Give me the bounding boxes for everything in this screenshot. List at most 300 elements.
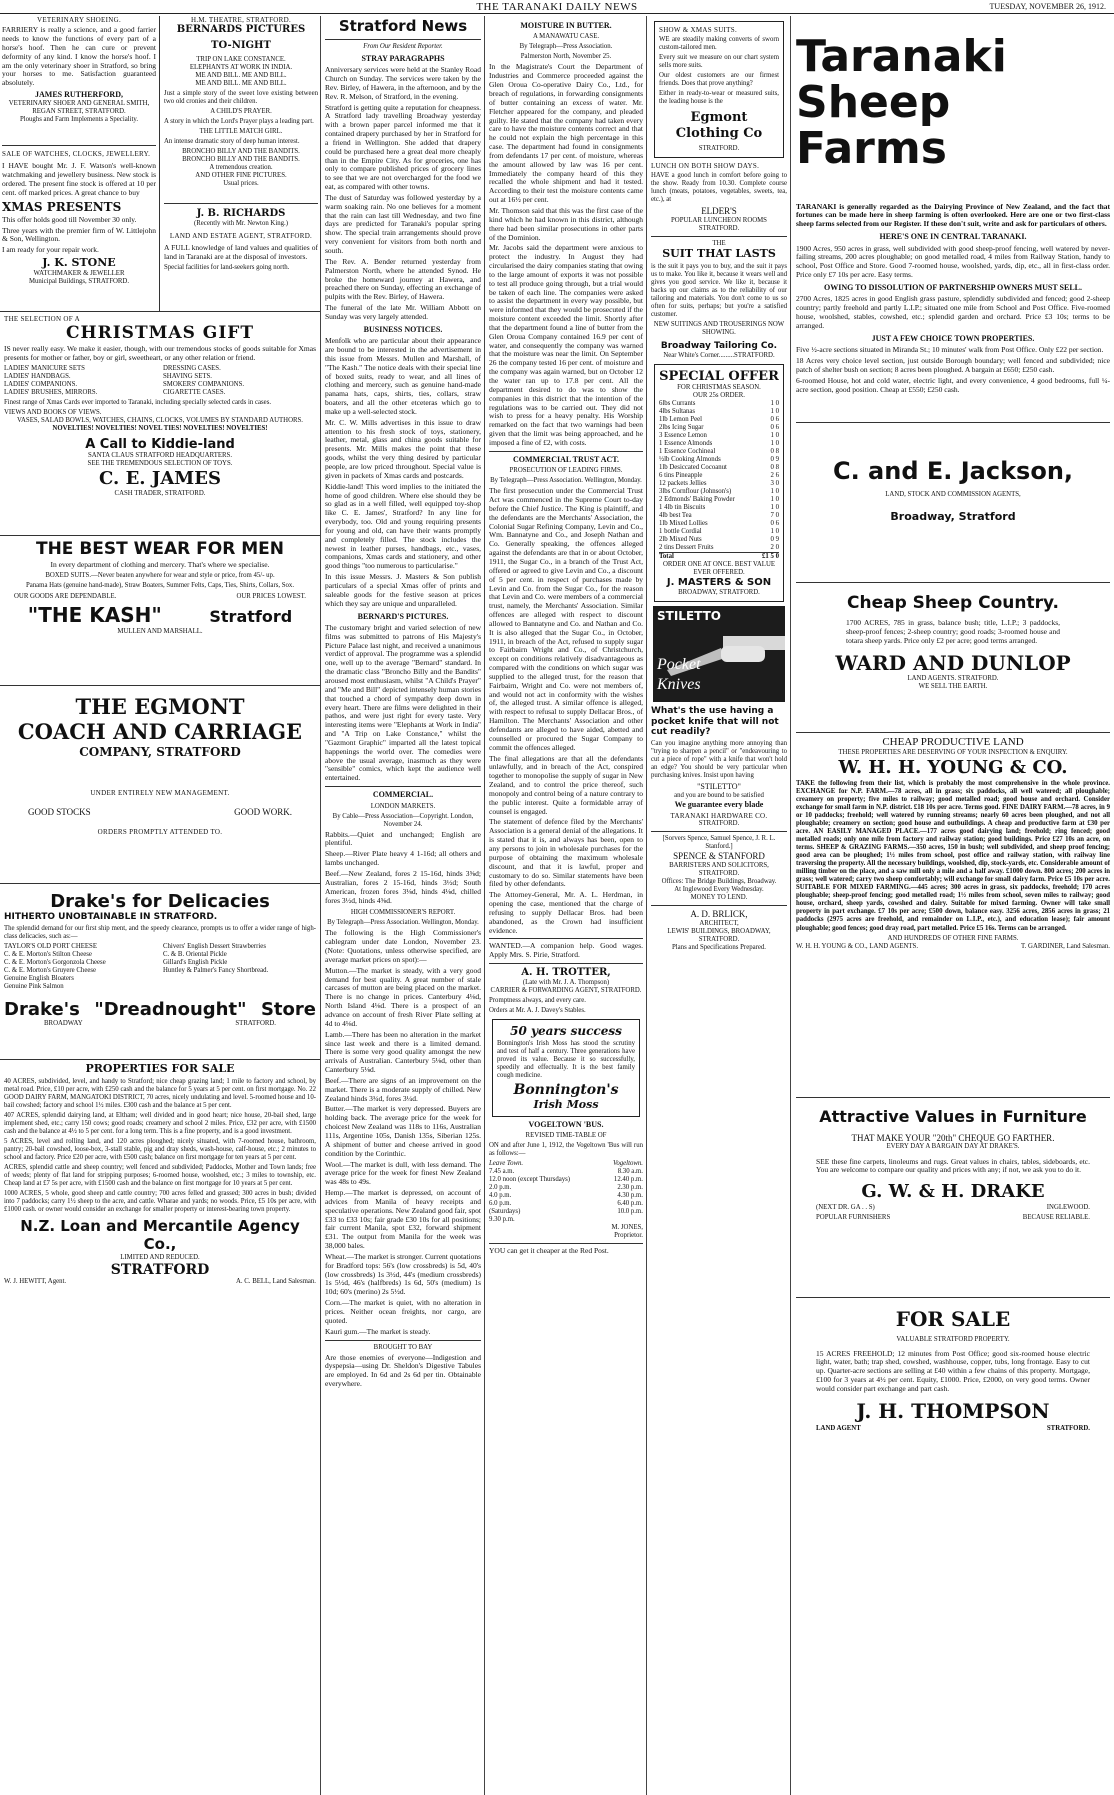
ad-body: Promptness always, and every care.	[489, 996, 587, 1004]
bonningtons-ad	[492, 1019, 640, 1117]
ad-note: Special facilities for land-seekers going north.	[164, 263, 290, 271]
ad-paragraph: Are those enemies of everyone—Indigestion and dyspepsia—using Dr. Sheldon's Digestive Tabules are employed. In 6d and 2s 6d per tin. Obtainable everywhere.	[325, 1352, 481, 1389]
sub-heading: PROSECUTION OF LEADING FIRMS.	[509, 467, 623, 475]
farm-listing: 1900 Acres, 950 acres in grass, well subdivided with good sheep-proof fencing, well watered by never-failing streams, 200 acres ploughable; on good metalled road, 4 miles from Railway Station, handy to school, Post Office and Store. Good 7-roomed house, woolshed, yards, dip, etc., all in first-class order. Price only £7 10s per acre. Easy terms.	[796, 243, 1110, 280]
gift-lists	[4, 365, 316, 397]
price-row	[659, 416, 779, 424]
sub-heading: BROUGHT TO BAY	[373, 1343, 433, 1351]
agent-detail: LAND AGENT	[816, 1425, 861, 1433]
film-item: BRONCHO BILLY AND THE BANDITS.	[182, 156, 300, 164]
christmas-gift-ad	[0, 312, 320, 536]
masthead-date: TUESDAY, NOVEMBER 26, 1912.	[989, 2, 1106, 11]
ad-body: Panama Hats (genuine hand-made), Straw Boaters, Summer Felts, Caps, Ties, Shirts, Collars, Sox.	[25, 581, 295, 589]
ad-headline: PROPERTIES FOR SALE	[85, 1062, 235, 1075]
delicacy-lists	[4, 943, 316, 991]
advertiser-role: POPULAR LUNCHEON ROOMS	[671, 216, 767, 224]
gift-item: LADIES' MANICURE SETS	[4, 364, 85, 372]
column-news-right	[486, 16, 646, 1795]
delicacy-item: Genuine English Bloaters	[4, 974, 74, 982]
signatories	[796, 943, 1110, 951]
price-row	[659, 536, 779, 544]
advertiser-role: BARRISTERS AND SOLICITORS, STRATFORD.	[669, 861, 769, 877]
price-row	[659, 448, 779, 456]
store-detail: (NEXT DR. GA . . S)	[816, 1204, 875, 1212]
taranaki-sheep-farms-ad	[796, 18, 1110, 423]
ad-body: SEE THE TREMENDOUS SELECTION OF TOYS.	[87, 460, 233, 468]
news-paragraph: Kiddie-land! This word implies to the initiated the home of good children. Where else should they be so glad as in a well filled, well equipped toy-shop like C. E. James', Stratford? In any line for everybody, too. Old and young requiring presents for young and old, can have their wants promptly and completely filled. The stock includes the newest in leather purses, handbags, etc., vases, companions, Xmas cards and stationery, and other good things "too numerous to particularise."	[325, 481, 481, 571]
ad-body: 1700 ACRES, 785 in grass, balance bush; title, L.I.P.; 3 paddocks, sheep-proof fences; 2-sheep country; good roads; 3-roomed house and totara sheep yards. Price only £2 per acre; good terms arranged.	[846, 618, 1060, 645]
market-paragraph: Rabbits.—Quiet and unchanged; English are plentiful.	[325, 829, 481, 848]
price-item: 1 Essence Almonds	[659, 440, 713, 448]
ad-subheading: HERE'S ONE IN CENTRAL TARANAKI.	[879, 232, 1027, 242]
price-value: 1 0	[770, 432, 779, 440]
market-paragraph: Mutton.—The market is steady, with a very good demand for best quality. A great number of stale carcases of mutton are being placed on the market. There is no change in prices. Canterbury 4⅛d, North Island 4⅛d. There is a prospect of an advance on account of fresh River Plate selling at 4d to 4⅛d.	[325, 965, 481, 1028]
theatre-ad	[164, 16, 318, 204]
price-value: 0 6	[770, 424, 779, 432]
agent-detail: STRATFORD.	[1046, 1425, 1090, 1433]
price-item: 1 bottle Cordial	[659, 528, 702, 536]
ad-body: ON and after June 1, 1912, the Vogeltown 'Bus will run as follows:—	[489, 1142, 643, 1158]
ad-body: UNDER ENTIRELY NEW MANAGEMENT.	[90, 788, 230, 797]
delicacy-item: C. & E. Morton's Gorgonzola Cheese	[4, 958, 106, 966]
delicacy-item: C. & E. Morton's Gruyere Cheese	[4, 966, 97, 974]
price-value: 0 8	[770, 448, 779, 456]
pictures-title: BERNARDS PICTURES	[176, 24, 306, 36]
section-title: Stratford News	[338, 17, 468, 35]
ad-headline: Sheep Farms	[796, 77, 951, 175]
store-name-part: Store	[260, 998, 316, 1020]
price-item: 2lb Mixed Nuts	[659, 536, 702, 544]
return-time: 2.30 p.m.	[617, 1184, 643, 1192]
store-name: "THE KASH"	[27, 602, 162, 627]
gift-item: LADIES' HANDBAGS.	[4, 373, 71, 380]
column-ads-left	[0, 16, 320, 1795]
column-rule	[320, 16, 321, 1795]
stiletto-knives-banner	[653, 606, 785, 702]
right-ad-stack	[164, 16, 318, 311]
news-paragraph: The statement of defence filed by the Merchants' Association is a general denial of the allegations. It is stated that it is, and always has been, open to any persons to join in wholesale purchases for the purpose of obtaining the maximum wholesale discount, and that it is lawful, proper and customary to do so. Similar statements have been filed by other defendants.	[489, 817, 643, 889]
timetable-row	[489, 1200, 643, 1208]
drakes-delicacies-ad	[0, 884, 320, 1060]
market-paragraph: Kauri gum.—The market is steady.	[325, 1326, 431, 1336]
ad-body: Finest range of Xmas Cards ever imported to Taranaki, including specially selected cards in cases.	[4, 399, 272, 407]
store-detail: POPULAR FURNISHERS	[816, 1214, 891, 1222]
dateline: By Telegraph—Press Association. Wellington, Monday.	[327, 919, 479, 927]
guarantee: We guarantee every blade	[674, 799, 764, 809]
ad-headline: Cheap Sheep Country.	[846, 593, 1059, 613]
ad-subheading: OUR 25s ORDER.	[693, 392, 745, 400]
sub-heading: LONDON MARKETS.	[370, 802, 436, 810]
return-time: 6.40 p.m.	[617, 1200, 643, 1208]
dateline: Palmerston North, November 25.	[520, 53, 612, 61]
ad-preheading: THE SELECTION OF A	[4, 315, 80, 323]
price-row	[659, 424, 779, 432]
property-listing: 5 ACRES, level and rolling land, and 120 acres ploughed; nicely situated, with 7-roomed house, bathroom, pantry; 20-bail cowshed, loose-box, 3-stall stable, pig and dray sheds, wash-house, calf-house, etc.; 2 minutes to school and factory. Price £20 per acre, with £500 cash; balance on first mortgage for ten years at 5 per cent.	[4, 1138, 316, 1162]
novelties-line: NOVELTIES! NOVELTIES! NOVEL TIES! NOVELTIES! NOVELTIES!	[52, 425, 268, 433]
section-heading: BUSINESS NOTICES.	[363, 324, 443, 334]
ad-body: is the suit it pays you to buy, and the suit it pays us to make. You like it, because it wears well and gives you good service. We like it, because it backs up our claims as to the reliability of our tailoring and materials. You don't come to us so often for suits, perhaps; but you're a satisfied customer.	[651, 262, 787, 319]
ad-body: NEW SUITINGS AND TROUSERINGS NOW SHOWING.	[653, 321, 785, 337]
property-listing: 407 ACRES, splendid dairying land, at Eltham; well divided and in good heart; nice house, 20-bail shed, large implement shed, etc.; carry 150 cows; good roads; creamery and school 2 miles. Price, £32 per acre, with £1500 cash and the balance at 4½ to 5 per cent. for a long term. This is a fine property, and is a good investment.	[4, 1112, 316, 1136]
price-row	[659, 488, 779, 496]
ad-headline: Drake's for Delicacies	[50, 891, 270, 912]
news-paragraph: The first prosecution under the Commercial Trust Act was commenced in the Supreme Court to-day before the Chief Justice. The King is plaintiff, and the defendants are the Merchants' Association, the Colonial Sugar Refining Company, Levin and Co., Wm. Bannatyne and Co., and Joseph Nathan and Co. Generally speaking, the offences alleged against the defendants are that in or about October, 1911, the Sugar Co., in a branch of the Trust Act, offered or agreed to give Levin and Co., a discount of 5 per cent. in respect of purchases made by Levin and Co. from the Sugar Co., for the reason that Levin and Co. were members of a commercial trust, namely, the Merchants' Association. Similar offences are alleged with respect to discount allowed to Bannatyne and Co. and Nathan and Co. It is also alleged that the Sugar Co., in October, 1911, in breach of the Act, refused to supply sugar to Fairbairn Wright and Co., of Christchurch, except on conditions relatively disadvantageous as compared with the conditions on which sugar was supplied to the alleged trust, for the reason that Fairbairn, Wright and Co. were not members of, and would not act in conformity with the wishes of, the alleged trust. A similar offence is alleged, with respect to refusal to supply Dellacar Bros., of Hamilton. The Merchants' Association and other defendants are alleged to have aided, abetted and counselled or procured the Sugar Company to commit the offences alleged.	[489, 486, 643, 752]
farm-listing: 6-roomed House, hot and cold water, electric light, and every convenience, 4 good bedrooms, full ¼-acre section, good position. Cheap at £550; £250 cash.	[796, 375, 1110, 394]
store-name: Egmont Clothing Co	[675, 110, 763, 141]
film-item: ELEPHANTS AT WORK IN INDIA.	[189, 63, 293, 71]
left-ad-stack	[2, 16, 160, 311]
column-rule	[484, 16, 485, 1795]
news-paragraph: The funeral of the late Mr. William Abbott on Sunday was very largely attended.	[325, 303, 481, 321]
price-item: 3 Essence Lemon	[659, 432, 707, 440]
depart-time: 6.0 p.m.	[489, 1200, 512, 1208]
banner-line: Knives	[657, 676, 701, 694]
depart-time: (Saturdays)	[489, 1208, 521, 1216]
news-paragraph: The Rev. A. Bender returned yesterday from Palmerston North, where he attended Synod. He broke the homeward journey at Hawera, and preached there on Sunday, effecting an exchange of pulpits with the Rev. Birley, of Hawera.	[325, 256, 481, 302]
advertiser-town: STRATFORD.	[698, 820, 740, 828]
ad-body: ORDER ONE AT ONCE. BEST VALUE EVER OFFERED.	[662, 561, 776, 577]
advertiser-name: C. E. JAMES	[99, 468, 221, 490]
ad-body: IS never really easy. We make it easier, though, with our tremendous stocks of goods suitable for Xmas presents for mother or father, boy or girl, sweetheart, or any other relation or friend.	[4, 344, 316, 363]
store-address: Near White's Corner.........STRATFORD.	[663, 351, 775, 359]
ad-headline: XMAS PRESENTS	[2, 199, 122, 214]
brand-name: Bonnington's	[513, 1082, 619, 1099]
depart-time: 9.30 p.m.	[489, 1216, 515, 1224]
price-value: 0 6	[770, 520, 779, 528]
best-wear-ad	[0, 536, 320, 686]
address-part: STRATFORD.	[235, 1020, 276, 1028]
news-paragraph: Mr. Jacobs said the department were anxious to protect the industry. In August they had circularised the dairy companies stating that owing to the large amount of exports it was not possible to test all produce going through, but a trial would be taken of each line. The companies were asked to assist the department in every way possible, but were informed that they would be prosecuted if the moisture content exceeded the limit. Shortly after that the department found a line of butter from the Glen Oroua Company contained 16.9 per cent of water, and consequently the company was warned that the moisture was near the limit. On September 26 the company tested 16 per cent. of moisture and the company was again warned, but on October 12 the water ran up to 17.8 per cent. All the department desired to do was to show the companies in this district that the intention of the regulations was to be carried out. They did not wish to press for a heavy penalty. His Worship remarked on the fact that two warnings had been given that the limit was being approached, and he imposed a fine of £2, with costs.	[489, 243, 643, 447]
price-value: 0 6	[770, 416, 779, 424]
total-label: Total	[659, 553, 674, 561]
return-time: 4.30 p.m.	[617, 1192, 643, 1200]
depart-time: 12.0 noon (except Thursdays)	[489, 1176, 571, 1184]
ad-body: SEE these fine carpets, linoleums and rugs. Great values in chairs, tables, sideboards, etc. You are welcome to compare our quality and prices with any; if not, we ask you to do it.	[816, 1156, 1090, 1175]
advertiser-role: LAND, STOCK AND COMMISSION AGENTS,	[885, 491, 1021, 499]
ad-body: HAVE a good lunch in comfort before going to the show. Ready from 10.30. Complete course lunch (meats, potatoes, vegetables, sweets, tea, etc.), at	[651, 172, 787, 204]
advertiser-role: CASH TRADER, STRATFORD.	[114, 489, 206, 497]
depart-time: 2.0 p.m.	[489, 1184, 512, 1192]
column-ads-middle	[648, 16, 790, 1795]
slogan: OUR GOODS ARE DEPENDABLE.	[14, 592, 117, 600]
gift-item: LADIES' COMPANIONS.	[4, 381, 78, 389]
store-detail: BECAUSE RELIABLE.	[1022, 1214, 1090, 1222]
ad-heading: VETERINARY SHOEING.	[37, 16, 121, 24]
advertiser-town: BROADWAY, STRATFORD.	[678, 589, 760, 597]
market-paragraph: Hemp.—The market is depressed, on account of advices from Manila of heavy receipts and speculative operations. New Zealand good fair, spot £33 to £33 10s; fair grade £30 10s for all positions; fair current Manila, spot £32, forward shipment £31. The output from Manila for the week was 38,000 bales.	[325, 1188, 481, 1251]
film-item: ME AND BILL. ME AND BILL.	[195, 71, 287, 79]
price-value: 0 9	[770, 536, 779, 544]
market-paragraph: Lamb.—There has been no alteration in the market since last week and there is a limited demand. There is some very good quality amongst the new arrivals of Australian. Canterbury 5⅛d, other than Canterbury 5⅛d.	[325, 1029, 481, 1075]
store-town: STRATFORD.	[698, 145, 740, 153]
brand-name: "STILETTO"	[697, 782, 741, 792]
timetable-column: Leave Town.	[489, 1160, 524, 1168]
ad-headline: SPECIAL OFFER	[659, 368, 779, 384]
film-item: AND OTHER FINE PICTURES.	[195, 172, 287, 180]
gift-item: LADIES' BRUSHES, MIRRORS.	[4, 389, 98, 397]
ad-body: BOXED SUITS.—Never beaten anywhere for wear and style or price, from 45/- up.	[45, 571, 275, 579]
ad-body: TAKE the following from their list, which is probably the most comprehensive in the whole province. EXCHANGE for N.P. FARM.—78 acres, all in grass; six paddocks, all well watered; all ploughable; creamery on property; five miles to railway; good metalled road; good house and orchard. Consider exchange for small farm in N.P. district. £18 10s per acre. Terms good. FINE DAIRY FARM.—78 acres, in 9 or 10 paddocks; freehold; well watered by running streams; nearly 60 acres been ploughed, and not all ploughable; creamery on section; good house and outbuildings. A cheap and productive farm at £30 per acre. AN EASILY MANAGED PLACE.—177 acres good dairying land; freehold; ring fenced; good metalled roads; only one mile from factory and railway station; good buildings. Price £27 10s an acre, on terms. SHEEP & GRAZING FARMS.—350 acres, 150 in bush; well subdivided, and sheep proof fencing; good area can be ploughed; 1½ miles from school, post office and railway station, with railway line traversing the property. All the necessary buildings, woolshed, dip, stock-yards, etc. Considerable amount of milling timber on the place, and a saw mill only a mile and a half away. £1000 down. 800 acres; 200 acres in grass; well watered; carry two sheep comfortably; will exchange for small dairy farm. Price £5 10s per acre. SUITABLE FOR MIXED FARMING.—445 acres; 300 acres in grass, six paddocks, freehold; 170 acres ploughable; sheep-proof fencing; good metalled road; 1½ miles from school, seven miles to railway; good house, orchard, sheep yards, cowshed and dairy. Suitable for mixed farming. Owner will take small property in part exchange. £7 10s per acre; £500 down, balance easy. 3256 acres, 2856 acres in grass; 21 paddocks (2975 acres are freehold, and remainder on L.I.P., etc.), and education lease); fair amount ploughable; good fences; good dray road, part metalled. Price £5 16s. Terms can be arranged.	[796, 780, 1110, 932]
ad-body: Orders at Mr. A. J. Davey's Stables.	[489, 1006, 586, 1014]
gift-item: DRESSING CASES.	[163, 364, 221, 372]
column-stratford-news	[322, 16, 484, 1795]
price-value: 0 9	[770, 456, 779, 464]
delicacy-item: Gillard's English Pickle	[163, 958, 228, 966]
depart-time: 7.45 a.m.	[489, 1168, 515, 1176]
price-total	[659, 552, 779, 561]
advertiser-role: CARRIER & FORWARDING AGENT, STRATFORD.	[490, 986, 642, 994]
price-item: 2 tins Dessert Fruits	[659, 544, 714, 552]
for-sale-ad	[796, 1298, 1110, 1548]
film-blurb: A story in which the Lord's Prayer plays a leading part.	[164, 117, 314, 125]
advertiser-address: LEWIS' BUILDINGS, BROADWAY, STRATFORD.	[667, 927, 771, 943]
price-value: 1 0	[770, 400, 779, 408]
drake-furniture-ad	[796, 1098, 1110, 1298]
ad-subheading: THESE PROPERTIES ARE DESERVING OF YOUR INSPECTION & ENQUIRY.	[838, 748, 1068, 756]
ad-body: This offer holds good till November 30 only.	[2, 214, 137, 224]
advertiser-name: WARD AND DUNLOP	[835, 650, 1071, 675]
ad-subheading: JUST A FEW CHOICE TOWN PROPERTIES.	[871, 333, 1035, 343]
timetable-row	[489, 1192, 643, 1200]
price-row	[659, 480, 779, 488]
return-time: 10.0 p.m.	[617, 1208, 643, 1216]
classified-ad: WANTED.—A companion help. Good wages. Apply Mrs. S. Pirie, Stratford.	[489, 941, 643, 960]
return-time: 12.40 p.m.	[613, 1176, 643, 1184]
ad-headline: THE EGMONT	[75, 694, 245, 719]
timetable-row	[489, 1184, 643, 1192]
ad-subheading: THAT MAKE YOUR "20th" CHEQUE GO FARTHER.	[851, 1132, 1055, 1143]
price-value: 1 0	[770, 488, 779, 496]
film-blurb: An intense dramatic story of deep human interest.	[164, 137, 300, 145]
delicacy-item: Chivers' English Dessert Strawberries	[163, 942, 266, 950]
price-row	[659, 512, 779, 520]
advertiser-note: LIMITED AND REDUCED.	[120, 1253, 200, 1261]
store-details	[816, 1204, 1090, 1212]
ad-headline: CHRISTMAS GIFT	[66, 323, 254, 344]
article-heading: MOISTURE IN BUTTER.	[520, 21, 612, 30]
market-paragraph: Corn.—The market is quiet, with no alteration in prices. Neither ocean freights, nor cargo, are quoted.	[325, 1298, 481, 1325]
ad-subheading: OWING TO DISSOLUTION OF PARTNERSHIP OWNERS MUST SELL.	[823, 282, 1082, 292]
section-heading: STRAY PARAGRAPHS	[361, 53, 445, 63]
slogan: GOOD WORK.	[234, 806, 292, 817]
advertiser-note: MONEY TO LEND.	[690, 894, 748, 902]
price-item: 4lb best Tea	[659, 512, 692, 520]
price-value: 0 8	[770, 464, 779, 472]
price-row	[659, 504, 779, 512]
price-value: 1 0	[770, 496, 779, 504]
market-paragraph: Butter.—The market is very depressed. Buyers are holding back. The average price for the week for choicest New Zealand was 118s to 116s, Australian 111s, Argentine 105s, Danish 135s, Siberian 125s. A shipment of butter and cheese arrived in good condition by the Corinthic.	[325, 1104, 481, 1158]
advertiser-address: Municipal Buildings, STRATFORD.	[28, 278, 130, 286]
price-row	[659, 472, 779, 480]
kash-brand-row	[4, 604, 316, 628]
ad-body: WE are steadily making converts of sworn custom-tailored men.	[659, 36, 779, 52]
advertiser-name: J. MASTERS & SON	[666, 577, 772, 589]
ad-body: A FULL knowledge of land values and qualities of land in Taranaki are at the disposal of investors.	[164, 243, 318, 261]
store-address	[44, 1020, 276, 1028]
sub-heading: HIGH COMMISSIONER'S REPORT.	[350, 909, 456, 917]
ad-subheadline: HITHERTO UNOBTAINABLE IN STRATFORD.	[4, 912, 218, 923]
ad-heading: SALE OF WATCHES, CLOCKS, JEWELLERY.	[2, 150, 151, 158]
price-value: 1 0	[770, 440, 779, 448]
ad-body: Every suit we measure on our chart system sells more suits.	[659, 54, 779, 70]
price-value: 1 0	[770, 408, 779, 416]
masthead-title: THE TARANAKI DAILY NEWS	[476, 1, 638, 13]
ad-preheading: THE	[712, 240, 726, 247]
farm-listing: 18 Acres very choice level section, just outside Borough boundary; well fenced and subdivided; nice patch of shelter bush on section; 8 acres been ploughed. A bargain at £650; £250 cash.	[796, 356, 1110, 374]
price-item: 2 Edmonds' Baking Powder	[659, 496, 735, 504]
ad-body: Either in ready-to-wear or measured suits, the leading house is the	[659, 90, 779, 106]
cheap-sheep-country-ad	[796, 583, 1110, 733]
film-item: ME AND BILL. ME AND BILL.	[195, 79, 287, 87]
delicacy-item: C. & E. Morton's Stilton Cheese	[4, 950, 92, 958]
price-item: 1 4lb tin Biscuits	[659, 504, 706, 512]
ad-body: VASES, SALAD BOWLS, WATCHES, CHAINS, CLOCKS, VOLUMES BY STANDARD AUTHORS.	[16, 417, 304, 425]
ad-body: Three years with the premier firm of W. Littlejohn & Son, Wellington.	[2, 225, 156, 244]
price-value: 1 0	[770, 504, 779, 512]
news-paragraph: Menfolk who are particular about their appearance are bound to be interested in the advertisement in this issue from Messrs. Mullen and Marshall, of "The Kash." The notice deals with their special line of boxed suits, ready to wear, and all lines of clothing and mercery, such as genuine hand-made panama hats, caps, shirts, ties, collars, straw boaters, and all the other etceteras which go to make up a well-selected stock.	[325, 336, 481, 416]
slogans	[14, 593, 306, 601]
price-value: 7 0	[770, 512, 779, 520]
price-item: 6 tins Pineapple	[659, 472, 703, 480]
column-ads-right	[792, 16, 1114, 1795]
store-name: Broadway Tailoring Co.	[660, 341, 778, 352]
price-value: 3 0	[770, 480, 779, 488]
kiddie-land-headline: A Call to Kiddie-land	[85, 437, 235, 453]
property-listing: 40 ACRES, subdivided, level, and handy to Stratford; nice cheap grazing land; 1 mile to factory and school, by metal road. Price, £10 per acre, with £250 cash and the balance for 5 years at 5 per cent. on first mortgage. No. 22 GOOD DAIRY FARM, MANGATOKI DISTRICT, 70 acres, nicely undulating and level. 5-roomed house and 10-bail cowshed; factory and school 1½ miles. £300 cash and the balance at 5 per cent.	[4, 1077, 316, 1110]
properties-for-sale-ad	[0, 1060, 320, 1578]
brand-product: Irish Moss	[533, 1097, 599, 1111]
showing-when: TO-NIGHT	[211, 40, 271, 52]
price-row	[659, 456, 779, 464]
banner-line: Pocket	[657, 656, 701, 674]
advertiser-name: N.Z. Loan and Mercantile Agency Co.,	[20, 1217, 300, 1253]
film-item: BRONCHO BILLY AND THE BANDITS.	[182, 148, 300, 155]
news-paragraph: The dust of Saturday was followed yesterday by a warm soaking rain. No one believes for a moment that the rain can last till Wednesday, and two fine days are predicted for Taranaki's popular spring show. The special train arrangements should prove very convenient for visitors from both north and south.	[325, 192, 481, 256]
ad-body: I am ready for your repair work.	[2, 245, 99, 255]
ad-subheading: FOR CHRISTMAS SEASON.	[677, 384, 761, 392]
slogan: OUR PRICES LOWEST.	[236, 592, 306, 600]
store-details	[816, 1214, 1090, 1222]
special-offer-ad	[654, 364, 784, 603]
price-item: 1lb Desiccated Cocoanut	[659, 464, 727, 472]
news-paragraph: Anniversary services were held at the Stanley Road Church on Sunday. The services were taken by the Rev. Birley, of Hawera, in the afternoon, and by the Rev. R. Melson, of Stratford, in the evening.	[325, 65, 481, 101]
news-paragraph: In the Magistrate's Court the Department of Industries and Commerce proceeded against the Glen Oroua Co-operative Dairy Co., Ltd., for breach of regulations, in forwarding consignments of butter containing an excess of water. Mr. Fletcher appeared for the company, and pleaded guilty. He stated that the company had taken every care to have the moisture contents correct and that he could not explain the high percentage in this case. The department had found in consignments from defendants 17 per cent. of moisture, whereas the amount allowed by law was 16 per cent. Immediately the company heard of this they recalled the whole shipment and had it tested. According to their test the moisture contents came out at 16½ per cent.	[489, 62, 643, 205]
top-ads-row	[0, 16, 320, 312]
ad-subheading: VALUABLE STRATFORD PROPERTY.	[896, 1335, 1010, 1343]
ad-body: FARRIERY is really a science, and a good farrier needs to know the functions of every part of a horse's hoof. Then he can cure or prevent deformity of any kind. I know the horse's hoof. I am the only veterinary shoer in Stratford, so bring your horses to me. Satisfaction guaranteed absolutely.	[2, 25, 156, 88]
ad-heading: SHOW & XMAS SUITS.	[659, 26, 738, 34]
ad-headline: SUIT THAT LASTS	[662, 247, 776, 261]
timetable-row	[489, 1216, 643, 1224]
agent-details	[816, 1425, 1090, 1433]
signatory: W. H. H. YOUNG & CO., LAND AGENTS.	[796, 942, 919, 950]
advertiser-town: STRATFORD.	[698, 224, 740, 232]
advertiser-name: G. W. & H. DRAKE	[861, 1181, 1045, 1203]
advertiser-role: MULLEN AND MARSHALL.	[117, 627, 203, 635]
timetable-row	[489, 1208, 643, 1216]
price-row	[659, 496, 779, 504]
signatories	[4, 1278, 316, 1286]
section-heading: COMMERCIAL.	[372, 790, 434, 800]
watch-sale-ad	[2, 146, 156, 286]
advertiser-slogan: WE SELL THE EARTH.	[918, 683, 988, 691]
column-rule	[790, 16, 791, 1795]
ticket-prices: Usual prices.	[223, 180, 259, 188]
price-item: 1lb Mixed Lollies	[659, 520, 708, 528]
signatory: T. GARDINER, Land Salesman.	[1021, 942, 1110, 950]
theatre-name: H.M. THEATRE, STRATFORD.	[190, 16, 292, 24]
advertiser-note: (Recently with Mr. Newton King.)	[193, 219, 288, 227]
dateline: By Telegraph—Press Association.	[519, 43, 613, 51]
ad-heading: VOGELTOWN 'BUS.	[528, 1119, 604, 1129]
store-name-part: Drake's	[4, 998, 80, 1020]
advertiser-name: J. K. STONE	[42, 256, 116, 270]
market-paragraph: The following is the High Commissioner's cablegram under date London, November 23. (Note: Quotations, unless otherwise specified, are average market prices on spot):—	[325, 928, 481, 964]
signatory: W. J. HEWITT, Agent.	[4, 1278, 67, 1286]
advertiser-address: Offices: The Bridge Buildings, Broadway.	[661, 878, 777, 885]
advertiser-name: TARANAKI HARDWARE CO.	[670, 812, 768, 821]
ad-note: Ploughs and Farm Implements a Speciality.	[19, 115, 139, 123]
film-item: THE LITTLE MATCH GIRL.	[199, 127, 283, 135]
price-value: 1 0	[770, 528, 779, 536]
jackson-ad	[796, 423, 1110, 583]
ad-body: Our oldest customers are our firmest friends. Does that prove anything?	[659, 72, 779, 88]
news-paragraph: The customary bright and varied selection of new films was submitted to patrons of His Majesty's Picture Palace last night, and received a unanimous verdict of approval. The programme was a splendid one, well up to the average "Bernard" standard. In the dramatic class "Broncho Billy and the Bandits" aroused most enthusiasm, whilst "A Child's Prayer" and "Me and Bill" depicted intensely human stories that touched a chord of sympathy deep down in every heart. There are films were delighted in their pathos, and were just right for every taste. Very interesting items were "Elephants at Work in India" and "A Trip on Lake Constance," whilst the "Gazmont Graphic" imparted all the latest topical happenings the world over. The comedies were above the usual average, inasmuch as they were "sensible" comics, which kept the audience well entertained.	[325, 622, 481, 783]
land-agent-ad	[164, 204, 318, 272]
advertiser-name: A. H. TROTTER,	[521, 967, 611, 979]
ad-body: Can you imagine anything more annoying than "trying to sharpen a pencil" or "endeavouring to cut a piece of rope" with a knife that won't hold an edge? You should be very particular when purchasing knives. Insist upon having	[651, 740, 787, 780]
advertiser-name: J. H. THOMPSON	[856, 1398, 1050, 1423]
news-paragraph: Mr. Thomson said that this was the first case of the kind which he had known in this district, although there had been similar prosecutions in other parts of the Dominion.	[489, 205, 643, 242]
news-paragraph: Stratford is getting quite a reputation for cheapness. A Stratford lady travelling Broadway yesterday with a brown paper parcel informed me that it contained drapery purchased by her in Stratford for a friend in Wellington. She added that drapery could be purchased here a great deal more cheaply than in the Empire City. As for groceries, one has only to compare published prices of grocery lines to see that we are not overcharged for the food we eat, as compared with other towns.	[325, 102, 481, 192]
signatory: A. C. BELL, Land Salesman.	[235, 1278, 316, 1286]
advertiser-name: M. JONES,	[611, 1224, 643, 1232]
show-suits-ad	[654, 21, 784, 158]
classified-ad: YOU can get it cheaper at the Red Post.	[489, 1246, 609, 1256]
market-paragraph: Beef.—New Zealand, fores 2 15-16d, hinds 3⅝d; Australian, fores 2 15-16d, hinds 3½d; South American, frozen fores 3⅛d, hinds 4⅛d, chilled fores 3½d, hinds 4⅝d.	[325, 869, 481, 905]
news-paragraph: Mr. C. W. Mills advertises in this issue to draw attention to his fresh stock of toys, stationery, leather, metal, glass and china goods suitable for presents. Mr. Mills makes the point that these goods, whilst the very thing desired by particular people, are low priced throughout. Special value is given in packets of Xmas cards and postcards.	[325, 417, 481, 480]
property-listing: 1000 ACRES, 5 whole, good sheep and cattle country; 700 acres felled and grassed; 300 acres in bush; divided into 7 paddocks; carry 1½ sheep to the acre, and cattle. Wharae and yards; no woods. Price, £5 10s per acre, with £1000 cash. or owner would consider an exchange for smaller property or interest-bearing town property.	[4, 1190, 316, 1214]
advertiser-note: (Late with Mr. J. A. Thompson)	[522, 978, 610, 986]
price-row	[659, 528, 779, 536]
ad-body: SANTA CLAUS STRATFORD HEADQUARTERS.	[87, 452, 233, 460]
advertiser-name: J. B. RICHARDS	[196, 208, 286, 219]
slogans	[28, 807, 292, 818]
advertiser-role: LAND AGENTS. STRATFORD.	[907, 675, 999, 683]
store-detail: INGLEWOOD.	[1046, 1204, 1090, 1212]
egmont-coach-ad	[0, 686, 320, 884]
news-paragraph: The Attorney-General, Mr. A. L. Herdman, in opening the case, mentioned that the charge of refusing to supply Dellacar Bros. had been abandoned, as the Crown had insufficient evidence.	[489, 890, 643, 935]
delicacy-item: Genuine Pink Salmon	[4, 982, 64, 990]
slogan: GOOD STOCKS	[28, 806, 91, 817]
ad-headline: CHEAP PRODUCTIVE LAND	[882, 736, 1024, 748]
price-row	[659, 440, 779, 448]
ad-body: Bonnington's Irish Moss has stood the scrutiny and test of half a century. Three generations have proved its value. Because it so successfully, speedily and effectually. It is the best family cough medicine.	[497, 1040, 635, 1080]
advertiser-name: JAMES RUTHERFORD,	[34, 90, 123, 100]
ad-body: AND HUNDREDS OF OTHER FINE FARMS.	[887, 934, 1019, 942]
ad-heading: LUNCH ON BOTH SHOW DAYS.	[651, 162, 760, 171]
advertiser-name: C. and E. Jackson,	[832, 457, 1074, 485]
ad-subheadline: COMPANY, STRATFORD	[79, 744, 241, 759]
total-value: £1 5 0	[762, 553, 779, 561]
delicacy-item: TAYLOR'S OLD PORT CHEESE	[4, 942, 97, 950]
film-item: A CHILD'S PRAYER.	[210, 107, 272, 115]
masthead	[0, 0, 1114, 14]
price-row	[659, 464, 779, 472]
advertiser-note: At Inglewood Every Wednesday.	[674, 886, 764, 894]
price-row	[659, 432, 779, 440]
ad-body: ORDERS PROMPTLY ATTENDED TO.	[97, 827, 223, 836]
